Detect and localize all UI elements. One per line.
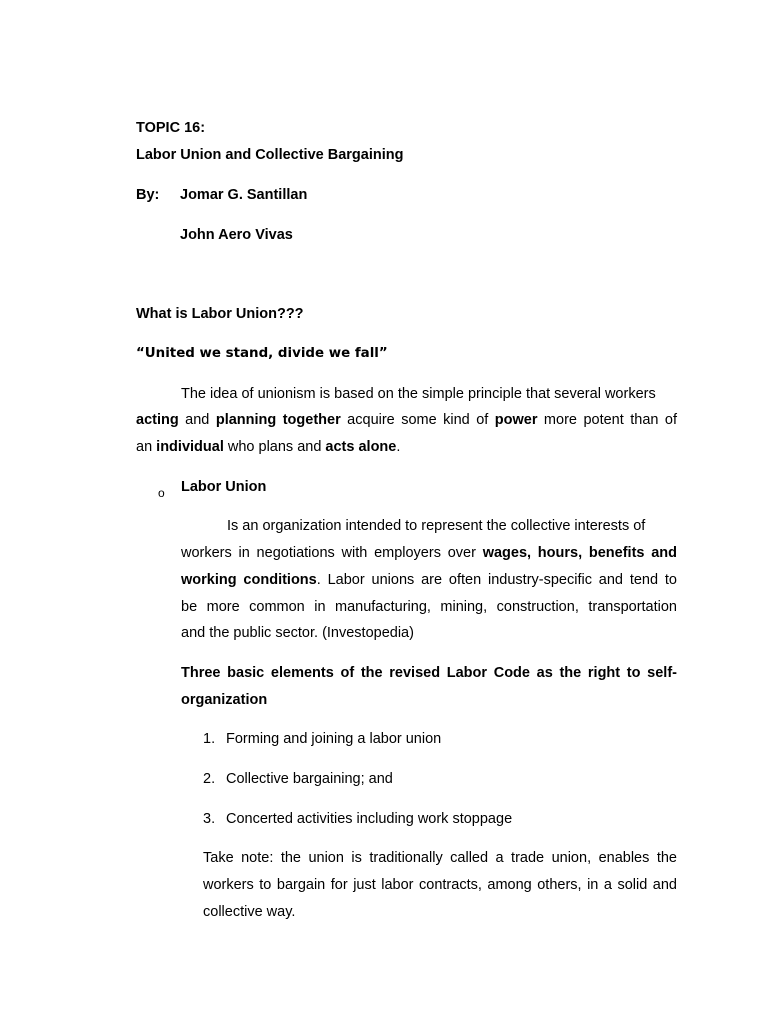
list-item-number: 3. — [203, 811, 216, 827]
list-item: Forming and joining a labor union — [226, 731, 442, 747]
section-question: What is Labor Union??? — [136, 306, 304, 322]
labor-union-line-4: be more common in manufacturing, mining, construction, transportation — [181, 599, 677, 615]
note-line-3: collective way. — [203, 904, 296, 920]
elements-heading-line-2: organization — [181, 692, 268, 708]
intro-acting: acting — [136, 412, 179, 428]
labor-union-heading: Labor Union — [181, 479, 267, 495]
by-label: By: — [136, 187, 160, 203]
labor-union-line-1: Is an organization intended to represent the collective interests of — [227, 518, 646, 534]
labor-union-line-3 — [181, 571, 677, 589]
author-2: John Aero Vivas — [180, 227, 293, 243]
labor-union-line-2 — [181, 544, 677, 562]
topic-title: Labor Union and Collective Bargaining — [136, 147, 404, 163]
author-1: Jomar G. Santillan — [180, 187, 308, 203]
list-item: Concerted activities including work stoppage — [226, 811, 513, 827]
intro-who: who plans and — [223, 439, 326, 455]
intro-an: an — [136, 439, 157, 455]
intro-planning: planning together — [215, 412, 341, 428]
list-item: Collective bargaining; and — [226, 771, 393, 787]
list-item-number: 2. — [203, 771, 216, 787]
intro-line-1: The idea of unionism is based on the simple principle that several workers — [181, 386, 656, 402]
labor-union-line-3-text: . Labor unions are often industry-specific and tend to — [316, 572, 677, 588]
labor-union-line-2-text: workers in negotiations with employers over — [181, 545, 483, 561]
intro-rest: more potent than of — [537, 412, 678, 428]
intro-period: . — [396, 439, 401, 455]
note-line-1: Take note: the union is traditionally called a trade union, enables the — [203, 850, 677, 866]
intro-individual: individual — [156, 439, 224, 455]
bullet-icon: o — [158, 486, 165, 500]
section-quote: “United we stand, divide we fall” — [136, 346, 388, 361]
intro-acts-alone: acts alone — [325, 439, 397, 455]
labor-union-line-2-bold: wages, hours, benefits and — [482, 545, 678, 561]
list-item-number: 1. — [203, 731, 216, 747]
elements-heading-line-1: Three basic elements of the revised Labor Code as the right to self- — [181, 665, 677, 681]
labor-union-line-3-bold: working conditions — [181, 572, 317, 588]
note-line-2: workers to bargain for just labor contracts, among others, in a solid and — [203, 877, 677, 893]
topic-label: TOPIC 16: — [136, 120, 206, 136]
intro-line-3 — [136, 438, 400, 456]
labor-union-line-5: and the public sector. (Investopedia) — [181, 625, 414, 641]
intro-power: power — [494, 412, 538, 428]
intro-line-2 — [136, 411, 677, 429]
intro-and: and — [178, 412, 216, 428]
intro-acquire: acquire some kind of — [340, 412, 495, 428]
